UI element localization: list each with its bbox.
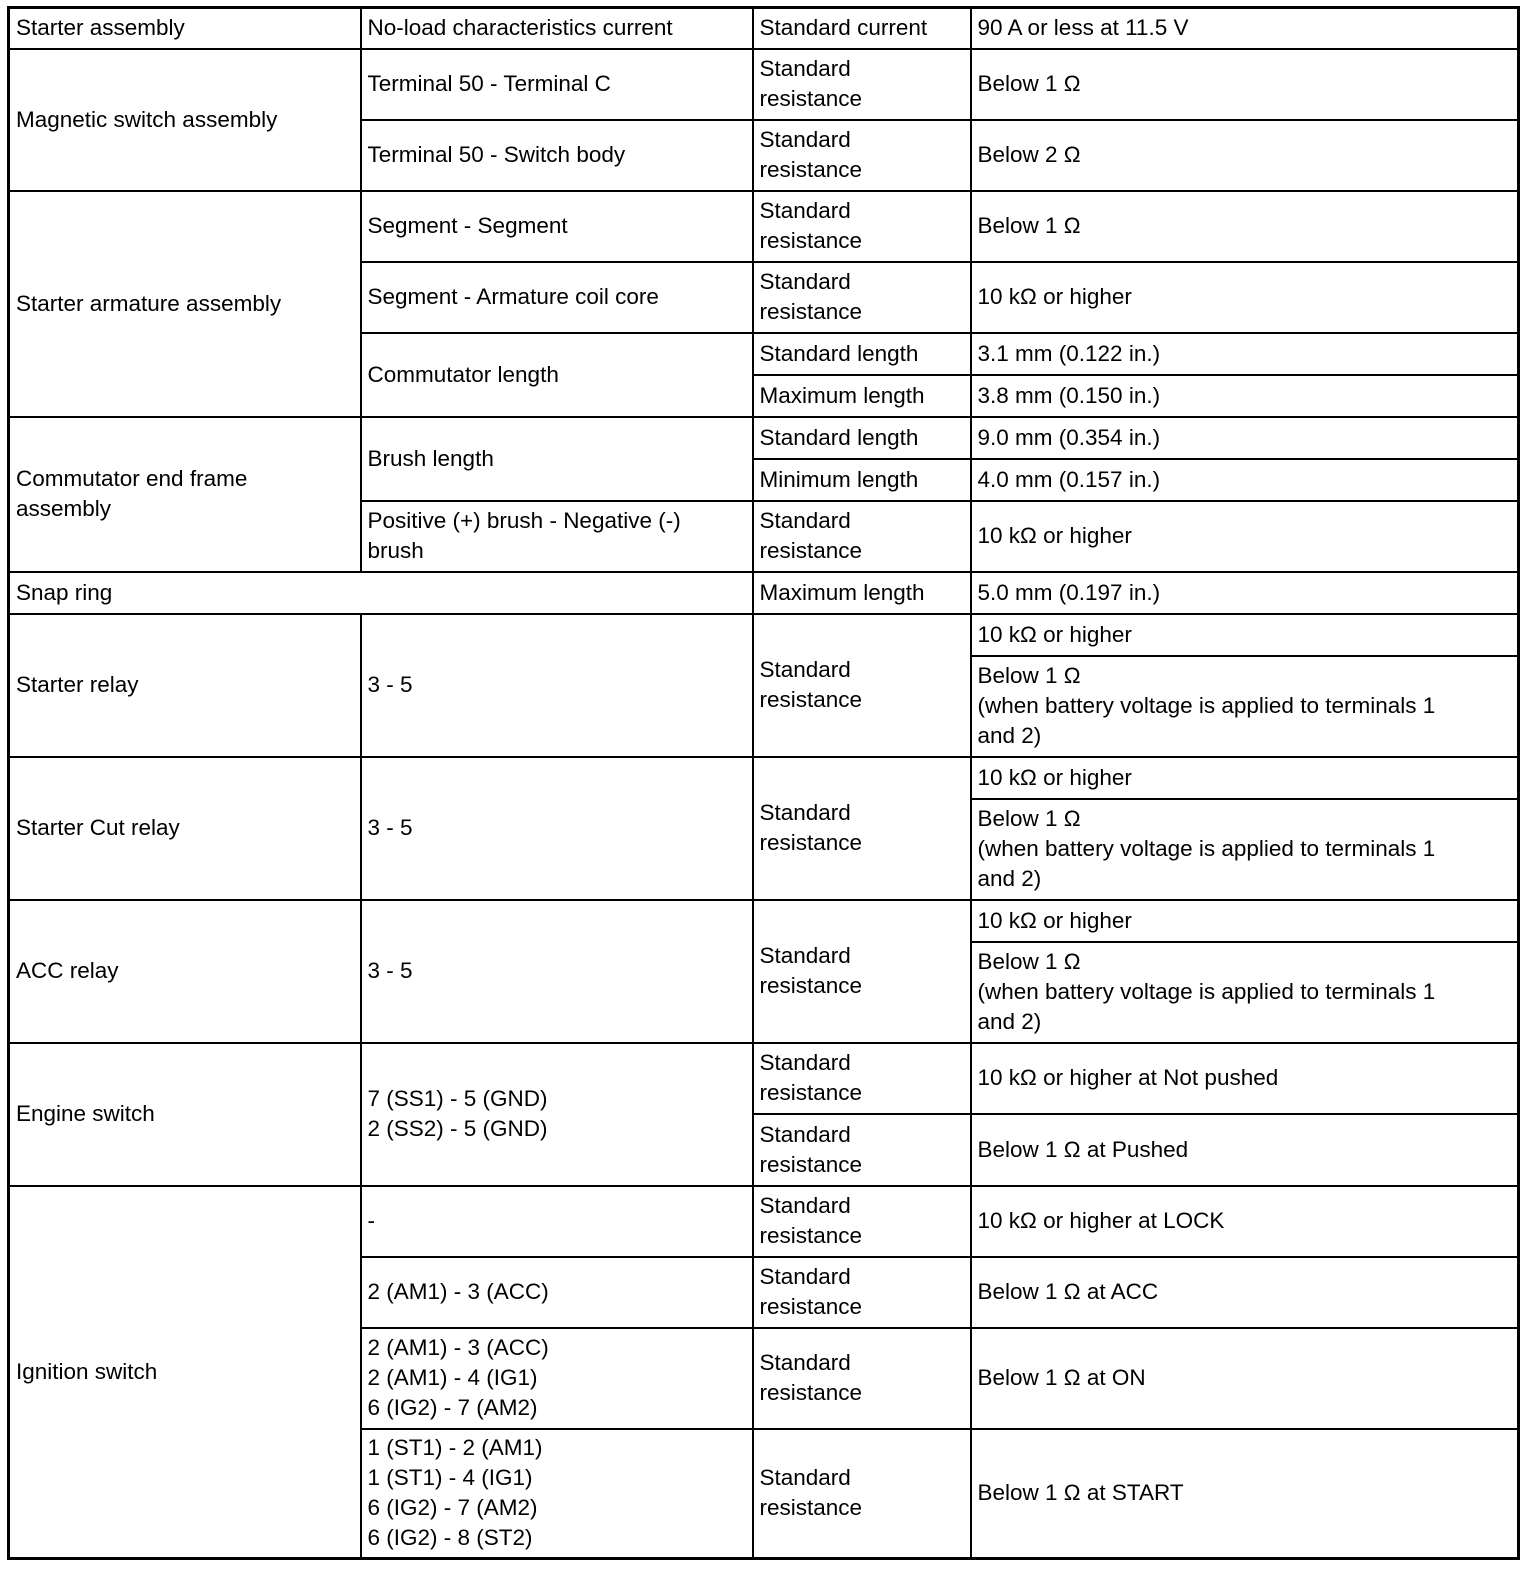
condition-cell: 2 (AM1) - 3 (ACC) [361,1257,753,1328]
table-row [9,1186,1519,1257]
condition-cell: 3 - 5 [361,757,753,900]
condition-cell: No-load characteristics current [361,8,753,49]
item-cell: Standard length [753,417,971,459]
component-cell: Starter relay [9,614,361,757]
spec-cell: 5.0 mm (0.197 in.) [971,572,1519,614]
condition-cell: Terminal 50 - Terminal C [361,49,753,120]
item-cell: Standard resistance [753,614,971,757]
table-row [9,1043,1519,1114]
spec-cell: 10 kΩ or higher at LOCK [971,1186,1519,1257]
spec-cell: 10 kΩ or higher [971,614,1519,656]
item-cell: Standard resistance [753,1257,971,1328]
item-cell: Standard resistance [753,900,971,1043]
item-cell: Standard resistance [753,501,971,572]
item-cell: Standard resistance [753,49,971,120]
spec-cell: 3.1 mm (0.122 in.) [971,333,1519,375]
item-cell: Standard resistance [753,191,971,262]
component-cell: Starter assembly [9,8,361,49]
condition-cell: Positive (+) brush - Negative (-) brush [361,501,753,572]
condition-cell: 3 - 5 [361,900,753,1043]
item-cell: Standard length [753,333,971,375]
condition-cell: Segment - Armature coil core [361,262,753,333]
item-cell: Maximum length [753,572,971,614]
table-row [9,417,1519,459]
spec-cell: 10 kΩ or higher [971,262,1519,333]
spec-cell: Below 2 Ω [971,120,1519,191]
spec-cell: Below 1 Ω at ON [971,1328,1519,1429]
spec-cell: 4.0 mm (0.157 in.) [971,459,1519,501]
spec-cell: 10 kΩ or higher [971,900,1519,942]
inspection-spec-table [7,6,1520,1560]
table-row [9,49,1519,120]
spec-cell: 3.8 mm (0.150 in.) [971,375,1519,417]
table-row [9,757,1519,799]
condition-cell: 7 (SS1) - 5 (GND) 2 (SS2) - 5 (GND) [361,1043,753,1186]
item-cell: Minimum length [753,459,971,501]
item-cell: Standard resistance [753,757,971,900]
table-row [9,614,1519,656]
item-cell: Standard resistance [753,1429,971,1559]
spec-cell: 90 A or less at 11.5 V [971,8,1519,49]
component-cell: Snap ring [9,572,753,614]
spec-cell: Below 1 Ω at START [971,1429,1519,1559]
spec-cell: 10 kΩ or higher at Not pushed [971,1043,1519,1114]
component-cell: ACC relay [9,900,361,1043]
item-cell: Standard current [753,8,971,49]
spec-cell: Below 1 Ω [971,49,1519,120]
component-cell: Magnetic switch assembly [9,49,361,191]
spec-cell: Below 1 Ω [971,191,1519,262]
condition-cell: Segment - Segment [361,191,753,262]
item-cell: Standard resistance [753,1043,971,1114]
table-row [9,8,1519,49]
condition-cell: 1 (ST1) - 2 (AM1) 1 (ST1) - 4 (IG1) 6 (IG2) - 7 (AM2) 6 (IG2) - 8 (ST2) [361,1429,753,1559]
spec-cell: Below 1 Ω (when battery voltage is applied to terminals 1 and 2) [971,942,1519,1043]
item-cell: Standard resistance [753,262,971,333]
condition-cell: Commutator length [361,333,753,417]
spec-cell: 9.0 mm (0.354 in.) [971,417,1519,459]
table-row [9,572,1519,614]
spec-cell: Below 1 Ω (when battery voltage is applied to terminals 1 and 2) [971,656,1519,757]
spec-table-wrapper [7,6,1520,1560]
table-row [9,900,1519,942]
component-cell: Ignition switch [9,1186,361,1559]
spec-cell: Below 1 Ω at Pushed [971,1114,1519,1186]
table-row [9,191,1519,262]
item-cell: Standard resistance [753,1186,971,1257]
condition-cell: Terminal 50 - Switch body [361,120,753,191]
item-cell: Maximum length [753,375,971,417]
component-cell: Starter armature assembly [9,191,361,417]
spec-cell: Below 1 Ω at ACC [971,1257,1519,1328]
spec-cell: 10 kΩ or higher [971,501,1519,572]
item-cell: Standard resistance [753,1114,971,1186]
condition-cell: 3 - 5 [361,614,753,757]
component-cell: Starter Cut relay [9,757,361,900]
component-cell: Engine switch [9,1043,361,1186]
spec-cell: Below 1 Ω (when battery voltage is applied to terminals 1 and 2) [971,799,1519,900]
item-cell: Standard resistance [753,120,971,191]
item-cell: Standard resistance [753,1328,971,1429]
condition-cell: 2 (AM1) - 3 (ACC) 2 (AM1) - 4 (IG1) 6 (IG2) - 7 (AM2) [361,1328,753,1429]
spec-cell: 10 kΩ or higher [971,757,1519,799]
condition-cell: Brush length [361,417,753,501]
condition-cell: - [361,1186,753,1257]
component-cell: Commutator end frame assembly [9,417,361,572]
